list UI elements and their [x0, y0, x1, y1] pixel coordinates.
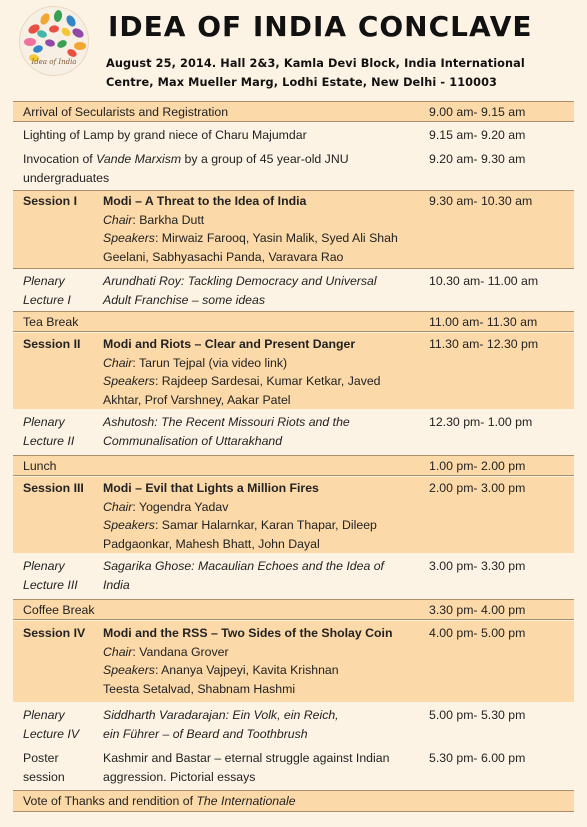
session-details: Modi and Riots – Clear and Present Danger Chair: Tarun Tejpal (via video link) Speakers: Rajdeep Sardesai, Kumar Ketkar, Javed Akhtar, Prof Varshney, Aakar Patel [103, 337, 381, 407]
session-details: Modi – A Threat to the Idea of India Chair: Barkha Dutt Speakers: Mirwaiz Farooq, Yasin Malik, Syed Ali Shah Geelani, Sabhyasachi Panda, Varavara Rao [103, 194, 398, 264]
session-label: Session IV [23, 626, 86, 640]
schedule-row-tea-break [13, 311, 574, 332]
schedule-row-plenary-1 [13, 269, 574, 311]
plenary-label: Plenary Lecture II [23, 415, 75, 448]
row-time: 1.00 pm- 2.00 pm [429, 459, 526, 473]
schedule-row-lunch [13, 455, 574, 476]
schedule-row-coffee-break [13, 599, 574, 620]
page-title: IDEA OF INDIA CONCLAVE [108, 10, 533, 43]
schedule-row-plenary-3 [13, 553, 574, 597]
venue-line-1: August 25, 2014. Hall 2&3, Kamla Devi Block, India International [106, 57, 525, 70]
row-label: Tea Break [23, 315, 79, 329]
row-time: 5.00 pm- 5.30 pm [429, 708, 526, 722]
schedule-row-invocation [13, 147, 574, 189]
schedule-row-poster-session [13, 746, 574, 789]
venue-line-2: Centre, Max Mueller Marg, Lodhi Estate, New Delhi - 110003 [106, 76, 498, 89]
plenary-label: Plenary Lecture III [23, 559, 78, 592]
row-time: 2.00 pm- 3.00 pm [429, 481, 526, 495]
schedule-row-arrival [13, 101, 574, 122]
conclave-logo [19, 6, 89, 76]
session-details: Modi – Evil that Lights a Million Fires Chair: Yogendra Yadav Speakers: Samar Halarnkar, Karan Thapar, Dileep Padgaonkar, Mahesh Bhatt, John Dayal [103, 481, 377, 551]
row-label: Coffee Break [23, 603, 95, 617]
session-details: Modi and the RSS – Two Sides of the Sholay Coin Chair: Vandana Grover Speakers: Ananya Vajpeyi, Kavita Krishnan Teesta Setalvad, Shabnam Hashmi [103, 626, 393, 696]
row-label: Vote of Thanks and rendition of The Internationale [23, 794, 296, 808]
row-time: 10.30 am- 11.00 am [429, 274, 539, 288]
session-label: Session III [23, 481, 84, 495]
plenary-label: Plenary Lecture IV [23, 708, 80, 741]
row-time: 3.30 pm- 4.00 pm [429, 603, 526, 617]
row-time: 9.20 am- 9.30 am [429, 152, 526, 166]
plenary-title: Arundhati Roy: Tackling Democracy and Universal Adult Franchise – some ideas [103, 274, 377, 307]
row-label: Arrival of Secularists and Registration [23, 105, 229, 119]
row-time: 4.00 pm- 5.00 pm [429, 626, 526, 640]
schedule-row-plenary-2 [13, 409, 574, 453]
row-label: Lighting of Lamp by grand niece of Charu Majumdar [23, 128, 307, 142]
plenary-title: Ashutosh: The Recent Missouri Riots and the Communalisation of Uttarakhand [103, 415, 350, 448]
row-time: 12.30 pm- 1.00 pm [429, 415, 533, 429]
schedule-row-session-4 [13, 621, 574, 702]
plenary-title: Sagarika Ghose: Macaulian Echoes and the Idea of India [103, 559, 384, 592]
plenary-label: Plenary Lecture I [23, 274, 71, 307]
row-label: Invocation of Vande Marxism by a group of 45 year-old JNU undergraduates [23, 152, 349, 185]
schedule-row-lamp [13, 123, 574, 147]
poster-label: Poster session [23, 751, 65, 784]
row-time: 11.30 am- 12.30 pm [429, 337, 539, 351]
row-time: 3.00 pm- 3.30 pm [429, 559, 526, 573]
schedule-row-session-1 [13, 190, 574, 269]
conclave-header [0, 0, 587, 98]
logo-text: Idea of India [31, 58, 77, 66]
row-time: 5.30 pm- 6.00 pm [429, 751, 526, 765]
plenary-title: Siddharth Varadarajan: Ein Volk, ein Reich, ein Führer – of Beard and Toothbrush [103, 708, 339, 741]
row-time: 11.00 am- 11.30 am [429, 315, 538, 329]
schedule-row-session-3 [13, 477, 574, 553]
poster-title: Kashmir and Bastar – eternal struggle against Indian aggression. Pictorial essays [103, 751, 390, 784]
session-label: Session I [23, 194, 77, 208]
row-label: Lunch [23, 459, 57, 473]
row-time: 9.00 am- 9.15 am [429, 105, 526, 119]
schedule-row-session-2 [13, 333, 574, 409]
schedule-row-vote-of-thanks [13, 790, 574, 812]
schedule-row-plenary-4 [13, 702, 574, 746]
row-time: 9.30 am- 10.30 am [429, 194, 533, 208]
session-label: Session II [23, 337, 81, 351]
row-time: 9.15 am- 9.20 am [429, 128, 526, 142]
